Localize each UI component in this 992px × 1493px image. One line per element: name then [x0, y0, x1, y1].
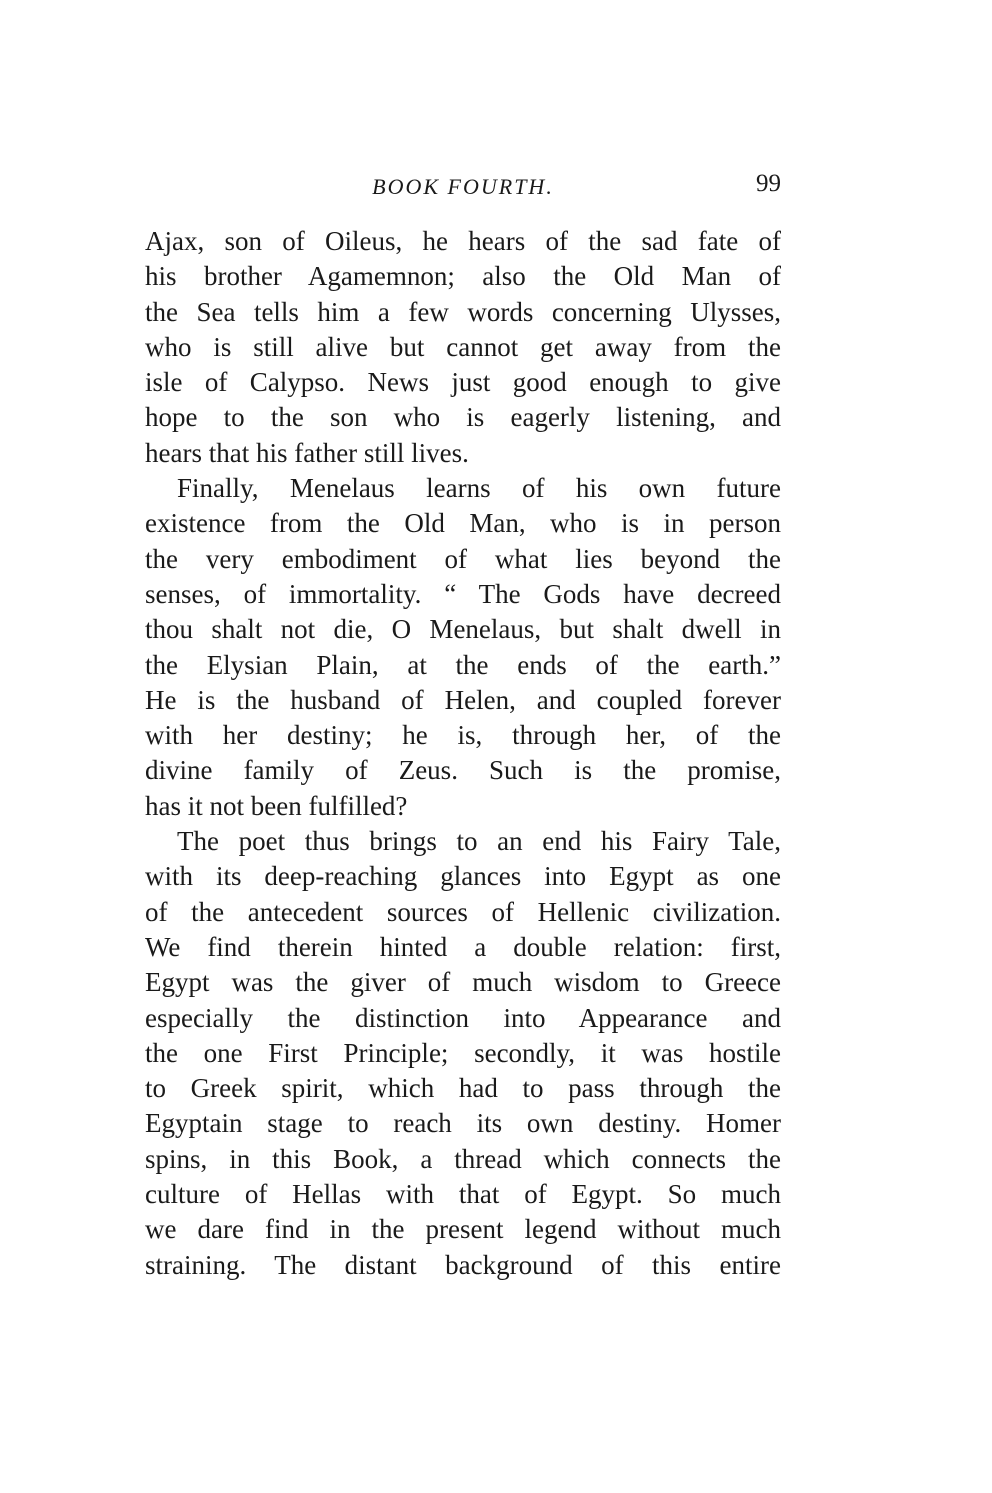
text-line: thou shalt not die, O Menelaus, but shalt dwell in	[145, 614, 781, 645]
running-title: BOOK FOURTH.	[372, 174, 554, 199]
text-line: divine family of Zeus. Such is the promise,	[145, 755, 781, 786]
text-line: the Elysian Plain, at the ends of the earth.”	[145, 649, 781, 680]
body-text	[145, 224, 781, 1283]
text-line: of the antecedent sources of Hellenic civilization.	[145, 896, 781, 927]
text-line: He is the husband of Helen, and coupled forever	[145, 684, 781, 715]
text-line: culture of Hellas with that of Egypt. So much	[145, 1179, 781, 1210]
paragraph	[145, 471, 781, 824]
text-line: the Sea tells him a few words concerning Ulysses,	[145, 296, 781, 327]
text-line: the very embodiment of what lies beyond the	[145, 543, 781, 574]
text-line: his brother Agamemnon; also the Old Man of	[145, 261, 781, 292]
text-line: we dare find in the present legend without much	[145, 1214, 781, 1245]
paragraph	[145, 224, 781, 471]
text-line: to Greek spirit, which had to pass through the	[145, 1073, 781, 1104]
text-line: Egypt was the giver of much wisdom to Greece	[145, 967, 781, 998]
text-line: senses, of immortality. “ The Gods have decreed	[145, 578, 781, 609]
text-line: Ajax, son of Oileus, he hears of the sad fate of	[145, 226, 781, 256]
text-line: hears that his father still lives.	[145, 437, 469, 468]
text-line: Finally, Menelaus learns of his own future	[177, 473, 781, 504]
text-line: straining. The distant background of this entire	[145, 1249, 781, 1280]
text-line: the one First Principle; secondly, it was hostile	[145, 1037, 781, 1068]
page-number: 99	[756, 170, 781, 197]
text-line: with its deep-reaching glances into Egypt as one	[145, 861, 781, 892]
text-line: The poet thus brings to an end his Fairy Tale,	[177, 826, 781, 857]
text-line: spins, in this Book, a thread which connects the	[145, 1143, 781, 1174]
text-line: with her destiny; he is, through her, of the	[145, 720, 781, 751]
text-line: especially the distinction into Appearance and	[145, 1002, 781, 1033]
text-line: has it not been fulfilled?	[145, 790, 408, 821]
running-header	[145, 170, 781, 204]
text-line: who is still alive but cannot get away from the	[145, 331, 781, 362]
paragraph	[145, 824, 781, 1283]
text-line: isle of Calypso. News just good enough to give	[145, 367, 781, 398]
text-line: We find therein hinted a double relation: first,	[145, 931, 781, 962]
text-line: Egyptain stage to reach its own destiny. Homer	[145, 1108, 781, 1139]
text-line: existence from the Old Man, who is in person	[145, 508, 781, 539]
text-line: hope to the son who is eagerly listening, and	[145, 402, 781, 433]
